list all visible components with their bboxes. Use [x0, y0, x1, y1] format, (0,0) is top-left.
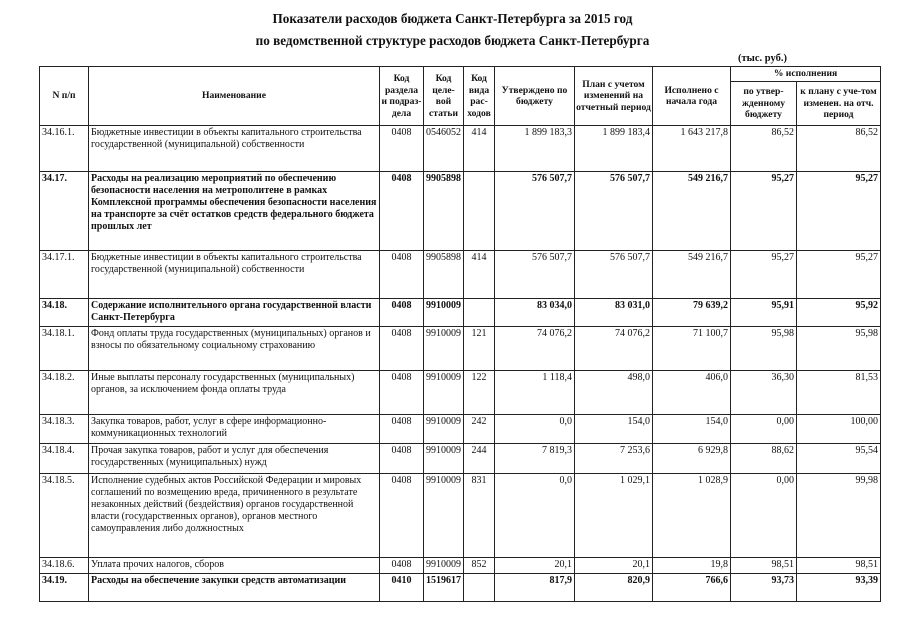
table-row: [40, 126, 881, 172]
cell-plan: 1 899 183,4: [575, 126, 653, 172]
cell-plan: 1 029,1: [575, 474, 653, 558]
table-body: [40, 126, 881, 602]
cell-approved: 83 034,0: [495, 299, 575, 327]
col-header-pct-plan: к плану с уче-том изменен. на отч. период: [797, 82, 881, 126]
cell-pct-approved: 0,00: [731, 474, 797, 558]
cell-approved: 576 507,7: [495, 172, 575, 251]
cell-section: 0408: [380, 126, 424, 172]
cell-pct-approved: 95,91: [731, 299, 797, 327]
cell-plan: 820,9: [575, 574, 653, 602]
cell-name: Бюджетные инвестиции в объекты капитального строительства государственной (муниципальной) собственности: [89, 251, 380, 299]
table-row: [40, 574, 881, 602]
cell-num: 34.18.4.: [40, 444, 89, 474]
report-subtitle: по ведомственной структуре расходов бюджета Санкт-Петербурга: [255, 33, 650, 48]
table-row: [40, 474, 881, 558]
cell-executed: 1 643 217,8: [653, 126, 731, 172]
cell-executed: 154,0: [653, 415, 731, 444]
cell-plan: 7 253,6: [575, 444, 653, 474]
cell-pct-plan: 95,27: [797, 172, 881, 251]
table-row: [40, 558, 881, 574]
cell-kind: 414: [464, 126, 495, 172]
cell-section: 0408: [380, 251, 424, 299]
cell-num: 34.18.2.: [40, 371, 89, 415]
cell-kind: 831: [464, 474, 495, 558]
cell-approved: 817,9: [495, 574, 575, 602]
cell-kind: [464, 574, 495, 602]
cell-name: Исполнение судебных актов Российской Федерации и мировых соглашений по возмещению вреда, причиненного в результате незаконных действий (бездействия) органов государственной власти (государственных органов), органов местного самоуправления либо должностных: [89, 474, 380, 558]
cell-name: Иные выплаты персоналу государственных (муниципальных) органов, за исключением фонда оплаты труда: [89, 371, 380, 415]
cell-target: 9910009: [424, 299, 464, 327]
cell-plan: 498,0: [575, 371, 653, 415]
cell-pct-plan: 93,39: [797, 574, 881, 602]
cell-plan: 83 031,0: [575, 299, 653, 327]
table-row: [40, 299, 881, 327]
table-row: [40, 444, 881, 474]
cell-pct-approved: 88,62: [731, 444, 797, 474]
cell-target: 1519617: [424, 574, 464, 602]
cell-section: 0408: [380, 415, 424, 444]
cell-pct-plan: 81,53: [797, 371, 881, 415]
cell-executed: 406,0: [653, 371, 731, 415]
cell-pct-plan: 86,52: [797, 126, 881, 172]
cell-target: 9910009: [424, 474, 464, 558]
cell-target: 9910009: [424, 371, 464, 415]
cell-kind: 852: [464, 558, 495, 574]
cell-target: 0546052: [424, 126, 464, 172]
cell-target: 9910009: [424, 444, 464, 474]
cell-executed: 79 639,2: [653, 299, 731, 327]
cell-approved: 576 507,7: [495, 251, 575, 299]
cell-plan: 154,0: [575, 415, 653, 444]
cell-kind: [464, 299, 495, 327]
cell-target: 9910009: [424, 327, 464, 371]
table-row: [40, 172, 881, 251]
cell-approved: 7 819,3: [495, 444, 575, 474]
cell-num: 34.18.5.: [40, 474, 89, 558]
cell-pct-approved: 0,00: [731, 415, 797, 444]
cell-approved: 0,0: [495, 474, 575, 558]
col-header-executed: Исполнено с начала года: [653, 67, 731, 126]
cell-pct-approved: 98,51: [731, 558, 797, 574]
col-header-pct-approved: по утвер-жденному бюджету: [731, 82, 797, 126]
cell-section: 0408: [380, 558, 424, 574]
cell-pct-plan: 100,00: [797, 415, 881, 444]
cell-pct-approved: 93,73: [731, 574, 797, 602]
table-row: [40, 371, 881, 415]
cell-plan: 576 507,7: [575, 251, 653, 299]
table-header-row: [40, 67, 881, 82]
cell-num: 34.18.6.: [40, 558, 89, 574]
cell-pct-plan: 98,51: [797, 558, 881, 574]
cell-name: Содержание исполнительного органа государственной власти Санкт-Петербурга: [89, 299, 380, 327]
cell-kind: 414: [464, 251, 495, 299]
budget-table: [39, 66, 881, 602]
cell-approved: 0,0: [495, 415, 575, 444]
cell-pct-approved: 95,98: [731, 327, 797, 371]
report-title: Показатели расходов бюджета Санкт-Петербурга за 2015 год: [272, 11, 633, 26]
col-header-num: N п/п: [40, 67, 89, 126]
cell-pct-plan: 95,98: [797, 327, 881, 371]
cell-name: Расходы на реализацию мероприятий по обеспечению безопасности населения на метрополитене в рамках Комплексной программы обеспечения безопасности населения на транспорте за счёт остатков средств федерального бюджета прошлых лет: [89, 172, 380, 251]
col-header-kind: Код вида рас-ходов: [464, 67, 495, 126]
units-label: (тыс. руб.): [738, 53, 787, 64]
cell-section: 0410: [380, 574, 424, 602]
cell-executed: 549 216,7: [653, 251, 731, 299]
cell-approved: 1 118,4: [495, 371, 575, 415]
cell-num: 34.19.: [40, 574, 89, 602]
cell-name: Расходы на обеспечение закупки средств автоматизации: [89, 574, 380, 602]
cell-target: 9910009: [424, 558, 464, 574]
cell-executed: 1 028,9: [653, 474, 731, 558]
col-header-plan: План с учетом изменений на отчетный период: [575, 67, 653, 126]
cell-section: 0408: [380, 327, 424, 371]
cell-pct-plan: 95,92: [797, 299, 881, 327]
cell-pct-plan: 95,27: [797, 251, 881, 299]
cell-name: Прочая закупка товаров, работ и услуг для обеспечения государственных (муниципальных) нужд: [89, 444, 380, 474]
cell-approved: 74 076,2: [495, 327, 575, 371]
cell-executed: 766,6: [653, 574, 731, 602]
cell-num: 34.18.: [40, 299, 89, 327]
cell-executed: 19,8: [653, 558, 731, 574]
cell-pct-approved: 86,52: [731, 126, 797, 172]
cell-num: 34.17.: [40, 172, 89, 251]
cell-plan: 20,1: [575, 558, 653, 574]
table-row: [40, 251, 881, 299]
cell-approved: 1 899 183,3: [495, 126, 575, 172]
cell-num: 34.17.1.: [40, 251, 89, 299]
cell-num: 34.18.1.: [40, 327, 89, 371]
col-header-target: Код целе-вой статьи: [424, 67, 464, 126]
cell-section: 0408: [380, 474, 424, 558]
cell-plan: 74 076,2: [575, 327, 653, 371]
cell-section: 0408: [380, 444, 424, 474]
cell-num: 34.18.3.: [40, 415, 89, 444]
cell-executed: 71 100,7: [653, 327, 731, 371]
col-header-section: Код раздела и подраз-дела: [380, 67, 424, 126]
cell-pct-plan: 99,98: [797, 474, 881, 558]
cell-kind: 122: [464, 371, 495, 415]
table-row: [40, 327, 881, 371]
table-row: [40, 415, 881, 444]
cell-kind: 121: [464, 327, 495, 371]
cell-executed: 549 216,7: [653, 172, 731, 251]
cell-kind: 244: [464, 444, 495, 474]
cell-target: 9905898: [424, 172, 464, 251]
cell-executed: 6 929,8: [653, 444, 731, 474]
cell-target: 9905898: [424, 251, 464, 299]
cell-kind: 242: [464, 415, 495, 444]
col-header-name: Наименование: [89, 67, 380, 126]
cell-pct-approved: 95,27: [731, 251, 797, 299]
cell-target: 9910009: [424, 415, 464, 444]
cell-num: 34.16.1.: [40, 126, 89, 172]
cell-section: 0408: [380, 299, 424, 327]
cell-name: Уплата прочих налогов, сборов: [89, 558, 380, 574]
cell-name: Фонд оплаты труда государственных (муниципальных) органов и взносы по обязательному социальному страхованию: [89, 327, 380, 371]
cell-section: 0408: [380, 172, 424, 251]
cell-section: 0408: [380, 371, 424, 415]
cell-pct-approved: 36,30: [731, 371, 797, 415]
cell-pct-approved: 95,27: [731, 172, 797, 251]
cell-pct-plan: 95,54: [797, 444, 881, 474]
cell-approved: 20,1: [495, 558, 575, 574]
cell-name: Закупка товаров, работ, услуг в сфере информационно-коммуникационных технологий: [89, 415, 380, 444]
cell-name: Бюджетные инвестиции в объекты капитального строительства государственной (муниципальной) собственности: [89, 126, 380, 172]
cell-plan: 576 507,7: [575, 172, 653, 251]
col-header-approved: Утверждено по бюджету: [495, 67, 575, 126]
col-header-percent-group: % исполнения: [731, 67, 881, 82]
cell-kind: [464, 172, 495, 251]
